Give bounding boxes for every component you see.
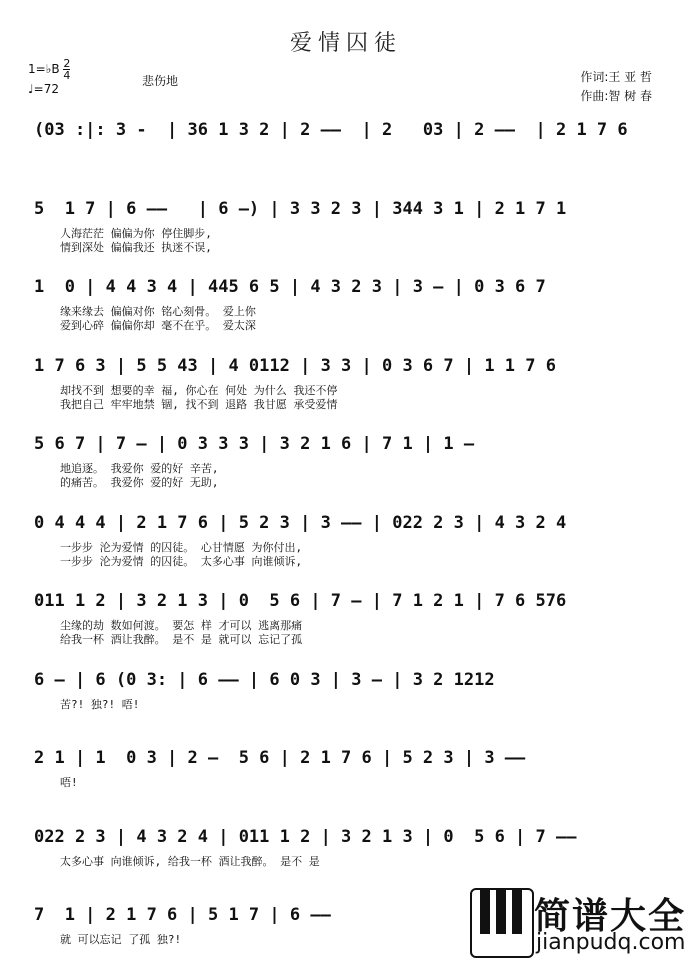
logo-url: jianpudq.com xyxy=(536,930,686,955)
notes-line: 0 4 4 4 | 2 1 7 6 | 5 2 3 | 3 —— | 022 2 3 | 4 3 2 4 xyxy=(34,512,567,533)
lyrics-line: 人海茫茫 偏偏为你 停住脚步, xyxy=(60,226,212,240)
lyrics-line: 苦?! 独?! 唔! xyxy=(60,697,140,711)
lyrics-line: 地追逐。 我爱你 爱的好 辛苦, xyxy=(60,462,219,475)
lyrics-line: 唔! xyxy=(60,776,78,789)
notes-line: 022 2 3 | 4 3 2 4 | 011 1 2 | 3 2 1 3 | 0 5 6 | 7 —— xyxy=(34,826,577,847)
lyrics-line xyxy=(0,788,692,802)
notes-line: 5 6 7 | 7 — | 0 3 3 3 | 3 2 1 6 | 7 1 | 1 — xyxy=(34,434,475,454)
lyrics-line xyxy=(0,867,692,881)
lyrics-line: 缘来缘去 偏偏对你 铭心刻骨。 爱上你 xyxy=(60,305,256,318)
notes-line: (03 :|: 3 - | 36 1 3 2 | 2 —— | 2 03 | 2 —— | 2 1 7 6 xyxy=(34,120,628,140)
logo-name: 简谱大全 xyxy=(534,896,687,937)
time-signature-top: 2 xyxy=(63,57,71,70)
notes-line: 7 1 | 2 1 7 6 | 5 1 7 | 6 —— xyxy=(34,905,331,925)
lyrics-line xyxy=(0,146,692,160)
key-signature: 1=♭B xyxy=(28,62,60,76)
song-title: 爱情囚徒 xyxy=(289,31,402,56)
lyrics-line: 太多心事 向谁倾诉, 给我一杯 酒让我醉。 是不 是 xyxy=(60,854,320,868)
lyrics-line: 给我一杯 酒让我醉。 是不 是 就可以 忘记了孤 xyxy=(60,633,303,646)
mood-marking: 悲伤地 xyxy=(142,74,179,88)
composer: 作曲:智 树 春 xyxy=(580,89,652,103)
time-signature-bottom: 4 xyxy=(63,69,71,82)
notes-line: 5 1 7 | 6 —— | 6 —) | 3 3 2 3 | 344 3 1 | 2 1 7 1 xyxy=(34,198,567,219)
lyrics-line: 情到深处 偏偏我还 执迷不误, xyxy=(60,240,212,254)
lyricist: 作词:王 亚 哲 xyxy=(580,70,652,84)
notes-line: 011 1 2 | 3 2 1 3 | 0 5 6 | 7 — | 7 1 2 1 | 7 6 576 xyxy=(34,591,567,611)
notes-line: 1 0 | 4 4 3 4 | 445 6 5 | 4 3 2 3 | 3 — | 0 3 6 7 xyxy=(34,277,546,297)
piano-icon xyxy=(470,888,534,958)
lyrics-line: 一步步 沦为爱情 的囚徒。 心甘情愿 为你付出, xyxy=(60,540,303,554)
lyrics-line: 就 可以忘记 了孤 独?! xyxy=(60,933,182,946)
lyrics-line xyxy=(0,710,692,724)
notes-line: 1 7 6 3 | 5 5 43 | 4 0112 | 3 3 | 0 3 6 7 | 1 1 7 6 xyxy=(34,355,556,376)
tempo-marking: ♩=72 xyxy=(28,82,59,96)
notes-line: 2 1 | 1 0 3 | 2 — 5 6 | 2 1 7 6 | 5 2 3 | 3 —— xyxy=(34,748,526,768)
site-logo xyxy=(470,884,692,961)
lyrics-line: 尘缘的劫 数如何渡。 要怎 样 才可以 逃离那痛 xyxy=(60,619,303,632)
lyrics-line xyxy=(0,160,692,174)
lyrics-line: 一步步 沦为爱情 的囚徒。 太多心事 向谁倾诉, xyxy=(60,554,303,568)
lyrics-line: 的痛苦。 我爱你 爱的好 无助, xyxy=(60,476,219,489)
notes-line: 6 — | 6 (0 3: | 6 —— | 6 0 3 | 3 — | 3 2 1212 xyxy=(34,669,495,690)
lyrics-line: 却找不到 想要的幸 福, 你心在 何处 为什么 我还不停 xyxy=(60,383,338,397)
lyrics-line: 我把自己 牢牢地禁 锢, 找不到 退路 我甘愿 承受爱情 xyxy=(60,397,338,411)
lyrics-line: 爱到心碎 偏偏你却 毫不在乎。 爱太深 xyxy=(60,319,256,332)
